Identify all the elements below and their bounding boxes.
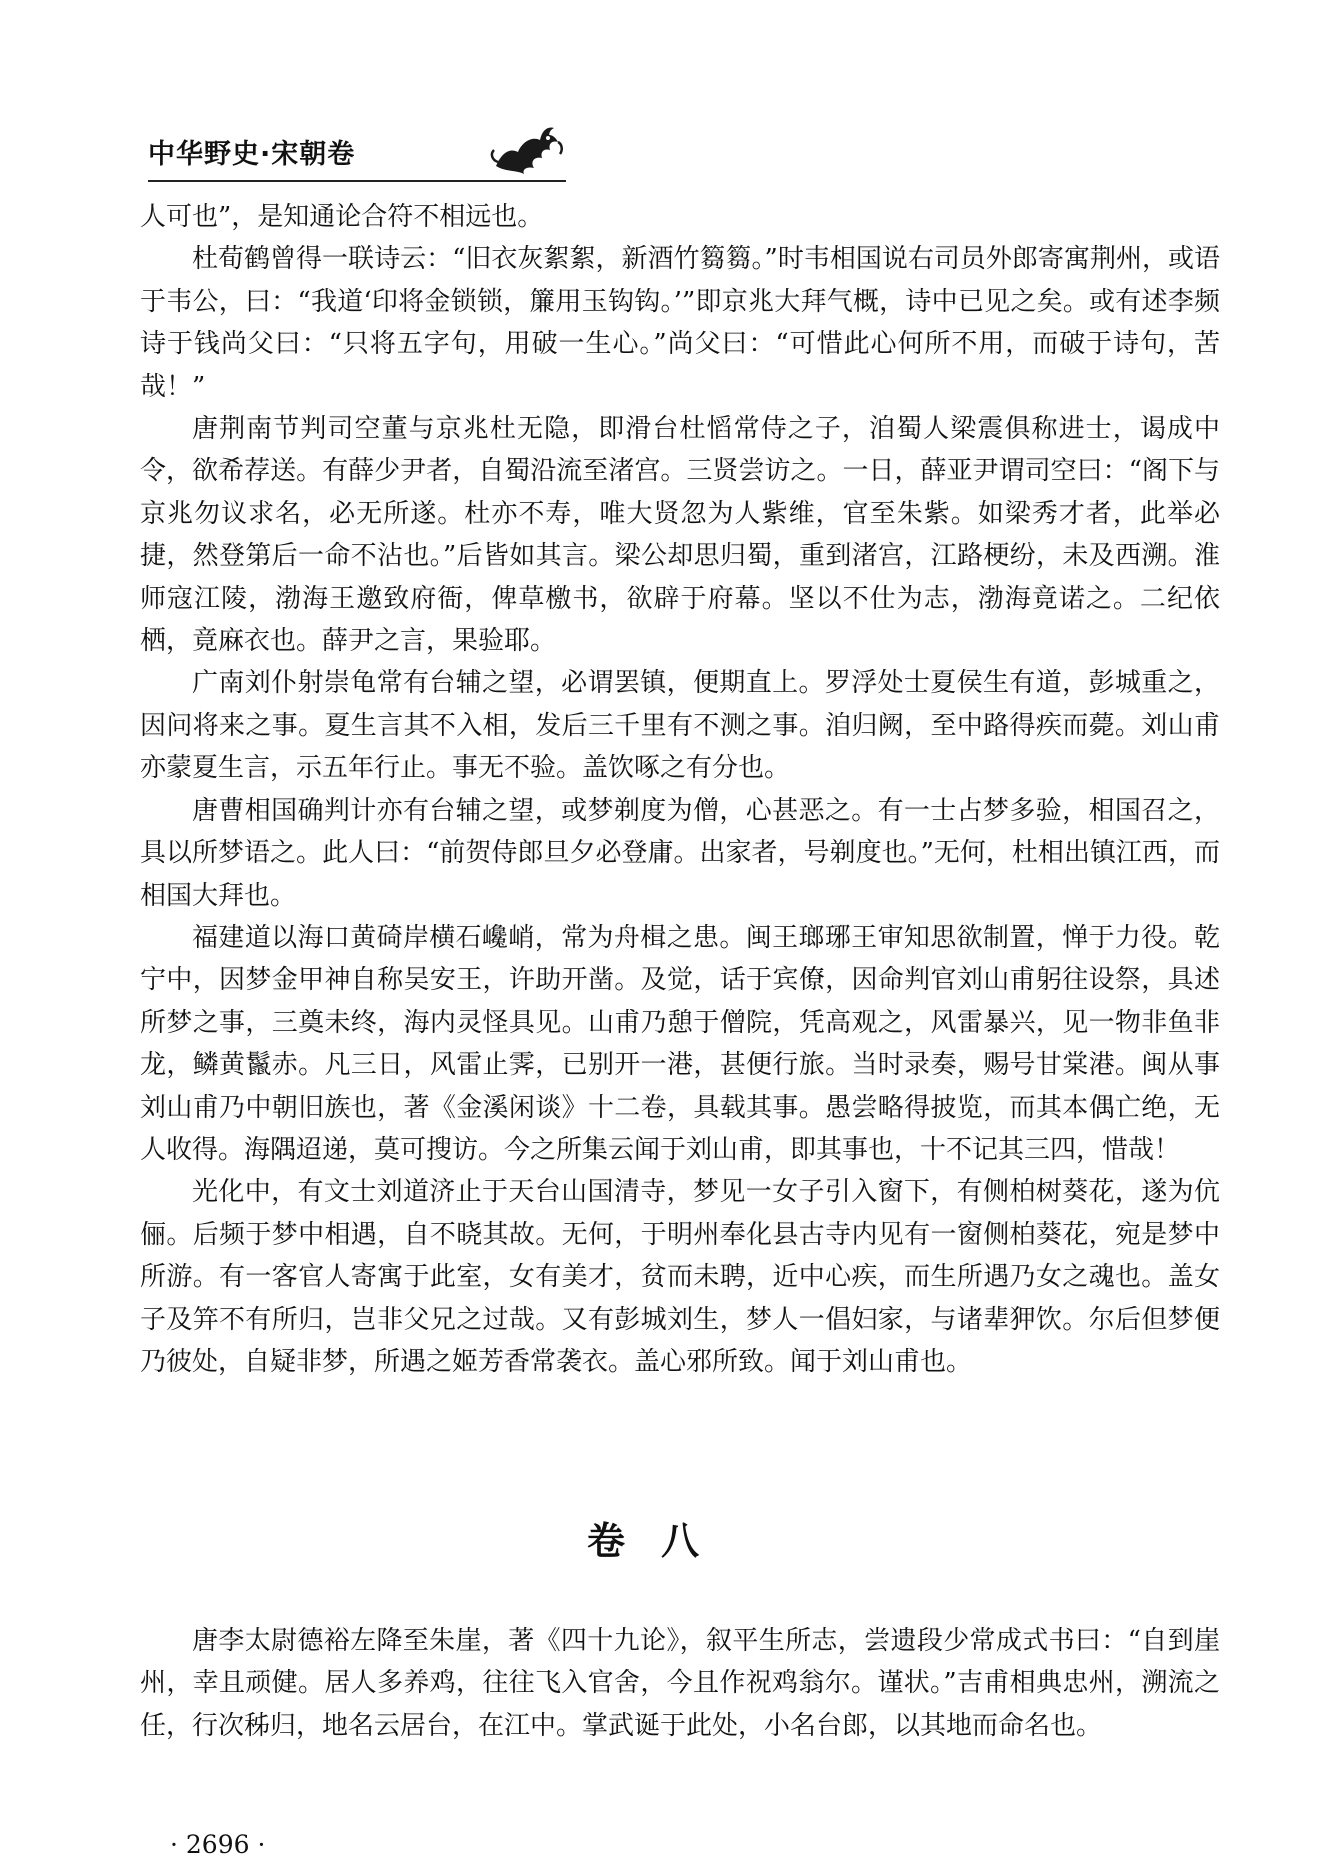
paragraph: 唐李太尉德裕左降至朱崖，著《四十九论》，叙平生所志，尝遗段少常成式书曰：“自到崖州，幸且顽健。居人多养鸡，往往飞入官舍，今且作祝鸡翁尔。谨状。”吉甫相典忠州，溯流之任，行次秭归，地名云居台，在江中。掌武诞于此处，小名台郎，以其地而命名也。 bbox=[140, 1626, 1220, 1741]
paragraph: 广南刘仆射崇龟常有台辅之望，必谓罢镇，便期直上。罗浮处士夏侯生有道，彭城重之，因问将来之事。夏生言其不入相，发后三千里有不测之事。洎归阙，至中路得疾而薨。刘山甫亦蒙夏生言，示五年行止。事无不验。盖饮啄之有分也。 bbox=[140, 668, 1220, 784]
paragraph: 唐曹相国确判计亦有台辅之望，或梦剃度为僧，心甚恶之。有一士占梦多验，相国召之，具以所梦语之。此人曰：“前贺侍郎旦夕必登庸。出家者，号剃度也。”无何，杜相出镇江西，而相国大拜也。 bbox=[140, 795, 1220, 911]
chapter-text bbox=[140, 1620, 1220, 1747]
paragraph: 福建道以海口黄碕岸横石巉峭，常为舟楫之患。闽王瑯琊王审知思欲制置，惮于力役。乾宁中，因梦金甲神自称吴安王，许助开凿。及觉，话于宾僚，因命判官刘山甫躬往设祭，具述所梦之事，三奠未终，海内灵怪具见。山甫乃憩于僧院，凭高观之，风雷暴兴，见一物非鱼非龙，鳞黄鬣赤。凡三日，风雷止霁，已别开一港，甚便行旅。当时录奏，赐号甘棠港。闽从事刘山甫乃中朝旧族也，著《金溪闲谈》十二卷，具载其事。愚尝略得披览，而其本偶亡绝，无人收得。海隅迢递，莫可搜访。今之所集云闻于刘山甫，即其事也，十不记其三四，惜哉！ bbox=[140, 922, 1220, 1165]
body-text bbox=[140, 196, 1220, 1383]
paragraph: 杜荀鹤曾得一联诗云：“旧衣灰絮絮，新酒竹篘篘。”时韦相国说右司员外郎寄寓荆州，或语于韦公，曰：“我道‘印将金锁锁，簾用玉钩钩。’”即京兆大拜气概，诗中已见之矣。或有述李频诗于钱尚父曰：“只将五字句，用破一生心。”尚父曰：“可惜此心何所不用，而破于诗句，苦哉！” bbox=[140, 244, 1220, 402]
dragon-emblem-icon bbox=[488, 122, 564, 176]
chapter-heading: 卷八 bbox=[586, 1519, 735, 1563]
page-number: · 2696 · bbox=[170, 1830, 266, 1859]
series-title: 中华野史·宋朝卷 bbox=[148, 139, 356, 170]
paragraph: 人可也”，是知通论合符不相远也。 bbox=[140, 202, 544, 232]
paragraph: 光化中，有文士刘道济止于天台山国清寺，梦见一女子引入窗下，有侧柏树葵花，遂为伉俪。后频于梦中相遇，自不晓其故。无何，于明州奉化县古寺内见有一窗侧柏葵花，宛是梦中所游。有一客官人寄寓于此室，女有美才，贫而未聘，近中心疾，而生所遇乃女之魂也。盖女子及笄不有所归，岂非父兄之过哉。又有彭城刘生，梦人一倡妇家，与诸辈狎饮。尔后但梦便乃彼处，自疑非梦，所遇之姬芳香常袭衣。盖心邪所致。闻于刘山甫也。 bbox=[140, 1177, 1220, 1377]
running-head bbox=[148, 122, 566, 182]
paragraph: 唐荆南节判司空董与京兆杜无隐，即滑台杜慆常侍之子，洎蜀人梁震俱称进士，谒成中令，欲希荐送。有薛少尹者，自蜀沿流至渚宫。三贤尝访之。一日，薛亚尹谓司空曰：“阁下与京兆勿议求名，必无所遂。杜亦不寿，唯大贤忽为人紫维，官至朱紫。如梁秀才者，此举必捷，然登第后一命不沾也。”后皆如其言。梁公却思归蜀，重到渚宫，江路梗纷，未及西溯。淮师寇江陵，渤海王邀致府衙，俾草檄书，欲辟于府幕。坚以不仕为志，渤海竟诺之。二纪依栖，竟麻衣也。薛尹之言，果验耶。 bbox=[140, 414, 1220, 657]
